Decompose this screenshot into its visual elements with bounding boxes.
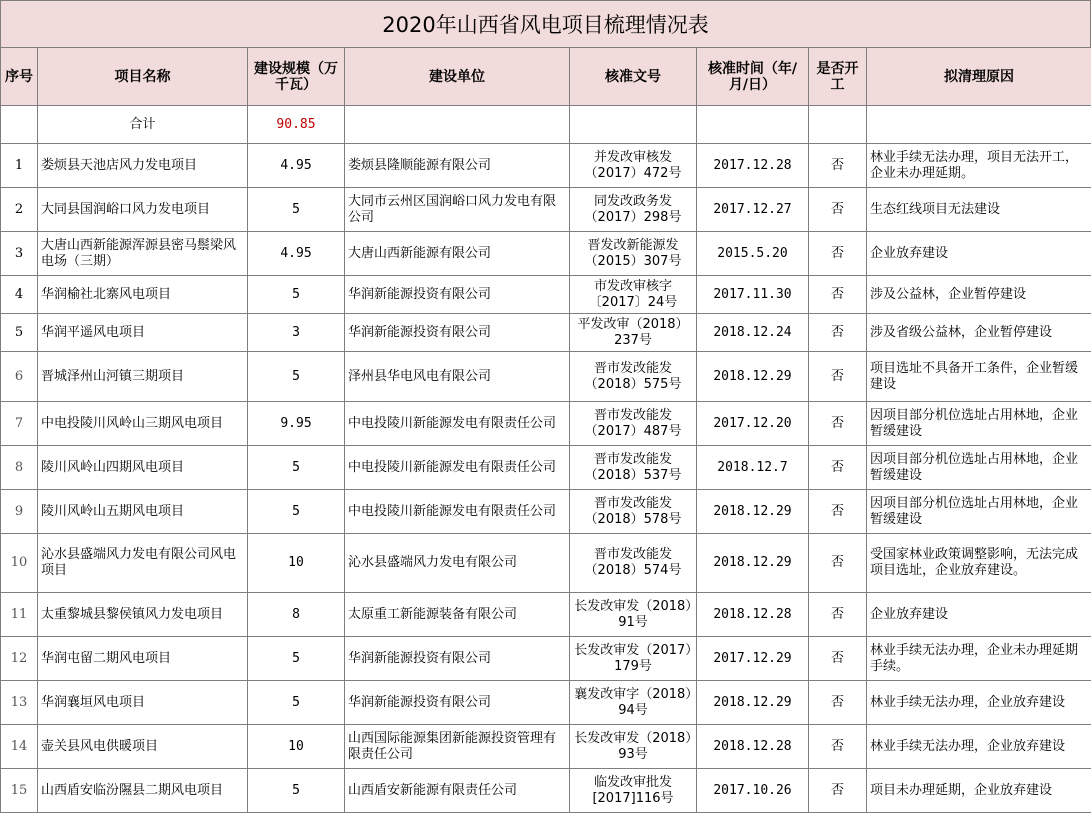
project-name-cell[interactable]: 大同县国润峪口风力发电项目 — [38, 188, 248, 232]
project-name-cell[interactable]: 华润榆社北寨风电项目 — [38, 276, 248, 314]
approval-doc-number-cell[interactable]: 晋发改新能源发（2015）307号 — [570, 232, 697, 276]
clear-reason-cell[interactable]: 涉及公益林，企业暂停建设 — [867, 276, 1091, 314]
construction-unit-cell[interactable]: 山西国际能源集团新能源投资管理有限责任公司 — [345, 725, 570, 769]
approval-doc-number-cell[interactable]: 临发改审批发[2017]116号 — [570, 769, 697, 813]
started-flag-cell[interactable]: 否 — [809, 637, 867, 681]
approval-date-cell[interactable]: 2017.12.20 — [697, 402, 809, 446]
approval-date-cell[interactable]: 2017.12.27 — [697, 188, 809, 232]
row-index-cell[interactable]: 1 — [1, 144, 38, 188]
approval-doc-number-cell[interactable]: 晋市发改能发（2018）537号 — [570, 446, 697, 490]
total-row — [1, 106, 1091, 144]
header-date[interactable]: 核准时间（年/月/日） — [697, 48, 809, 106]
project-name-cell[interactable]: 华润屯留二期风电项目 — [38, 637, 248, 681]
approval-doc-number-cell[interactable]: 长发改审发（2017）179号 — [570, 637, 697, 681]
approval-doc-number-cell[interactable]: 襄发改审字（2018）94号 — [570, 681, 697, 725]
started-flag-cell[interactable]: 否 — [809, 144, 867, 188]
build-scale-cell[interactable]: 5 — [248, 446, 345, 490]
table-row — [1, 314, 1091, 352]
started-flag-cell[interactable]: 否 — [809, 534, 867, 593]
row-index-cell[interactable]: 12 — [1, 637, 38, 681]
build-scale-cell[interactable]: 8 — [248, 593, 345, 637]
project-name-cell[interactable]: 沁水县盛端风力发电有限公司风电项目 — [38, 534, 248, 593]
table-title: 2020年山西省风电项目梳理情况表 — [0, 0, 1091, 48]
started-flag-cell[interactable]: 否 — [809, 490, 867, 534]
table-row — [1, 232, 1091, 276]
build-scale-cell[interactable]: 9.95 — [248, 402, 345, 446]
header-scale[interactable]: 建设规模（万千瓦） — [248, 48, 345, 106]
table-row — [1, 446, 1091, 490]
header-row — [1, 48, 1091, 106]
approval-date-cell[interactable]: 2018.12.28 — [697, 725, 809, 769]
project-name-cell[interactable]: 中电投陵川风岭山三期风电项目 — [38, 402, 248, 446]
table-row — [1, 352, 1091, 402]
clear-reason-cell[interactable]: 林业手续无法办理，企业放弃建设 — [867, 725, 1091, 769]
approval-date-cell[interactable]: 2017.10.26 — [697, 769, 809, 813]
construction-unit-cell[interactable]: 华润新能源投资有限公司 — [345, 314, 570, 352]
clear-reason-cell[interactable]: 企业放弃建设 — [867, 232, 1091, 276]
started-flag-cell[interactable]: 否 — [809, 352, 867, 402]
approval-date-cell[interactable]: 2018.12.28 — [697, 593, 809, 637]
header-index[interactable]: 序号 — [1, 48, 38, 106]
row-index-cell[interactable]: 8 — [1, 446, 38, 490]
construction-unit-cell[interactable]: 娄烦县隆顺能源有限公司 — [345, 144, 570, 188]
clear-reason-cell[interactable]: 因项目部分机位选址占用林地，企业暂缓建设 — [867, 446, 1091, 490]
clear-reason-cell[interactable]: 企业放弃建设 — [867, 593, 1091, 637]
total-index-cell[interactable] — [1, 106, 38, 144]
row-index-cell[interactable]: 9 — [1, 490, 38, 534]
total-empty-cell[interactable] — [570, 106, 697, 144]
total-value[interactable]: 90.85 — [248, 106, 345, 144]
approval-doc-number-cell[interactable]: 并发改审核发（2017）472号 — [570, 144, 697, 188]
row-index-cell[interactable]: 3 — [1, 232, 38, 276]
started-flag-cell[interactable]: 否 — [809, 314, 867, 352]
row-index-cell[interactable]: 5 — [1, 314, 38, 352]
project-name-cell[interactable]: 壶关县风电供暖项目 — [38, 725, 248, 769]
approval-doc-number-cell[interactable]: 晋市发改能发（2018）578号 — [570, 490, 697, 534]
construction-unit-cell[interactable]: 山西盾安新能源有限责任公司 — [345, 769, 570, 813]
construction-unit-cell[interactable]: 泽州县华电风电有限公司 — [345, 352, 570, 402]
approval-date-cell[interactable]: 2018.12.29 — [697, 534, 809, 593]
started-flag-cell[interactable]: 否 — [809, 446, 867, 490]
clear-reason-cell[interactable]: 因项目部分机位选址占用林地，企业暂缓建设 — [867, 402, 1091, 446]
construction-unit-cell[interactable]: 太原重工新能源装备有限公司 — [345, 593, 570, 637]
construction-unit-cell[interactable]: 中电投陵川新能源发电有限责任公司 — [345, 490, 570, 534]
row-index-cell[interactable]: 14 — [1, 725, 38, 769]
build-scale-cell[interactable]: 5 — [248, 352, 345, 402]
project-table — [0, 47, 1091, 813]
table-row — [1, 681, 1091, 725]
row-index-cell[interactable]: 7 — [1, 402, 38, 446]
approval-date-cell[interactable]: 2018.12.29 — [697, 490, 809, 534]
clear-reason-cell[interactable]: 林业手续无法办理，项目无法开工，企业未办理延期。 — [867, 144, 1091, 188]
started-flag-cell[interactable]: 否 — [809, 232, 867, 276]
approval-doc-number-cell[interactable]: 长发改审发（2018）93号 — [570, 725, 697, 769]
row-index-cell[interactable]: 2 — [1, 188, 38, 232]
total-empty-cell[interactable] — [809, 106, 867, 144]
approval-doc-number-cell[interactable]: 晋市发改能发（2018）575号 — [570, 352, 697, 402]
row-index-cell[interactable]: 6 — [1, 352, 38, 402]
build-scale-cell[interactable]: 5 — [248, 276, 345, 314]
table-row — [1, 188, 1091, 232]
build-scale-cell[interactable]: 5 — [248, 490, 345, 534]
build-scale-cell[interactable]: 4.95 — [248, 232, 345, 276]
approval-doc-number-cell[interactable]: 晋市发改能发（2018）574号 — [570, 534, 697, 593]
clear-reason-cell[interactable]: 受国家林业政策调整影响，无法完成项目选址，企业放弃建设。 — [867, 534, 1091, 593]
table-row — [1, 276, 1091, 314]
header-unit[interactable]: 建设单位 — [345, 48, 570, 106]
project-name-cell[interactable]: 华润平遥风电项目 — [38, 314, 248, 352]
started-flag-cell[interactable]: 否 — [809, 188, 867, 232]
row-index-cell[interactable]: 10 — [1, 534, 38, 593]
started-flag-cell[interactable]: 否 — [809, 402, 867, 446]
approval-date-cell[interactable]: 2018.12.24 — [697, 314, 809, 352]
construction-unit-cell[interactable]: 大同市云州区国润峪口风力发电有限公司 — [345, 188, 570, 232]
clear-reason-cell[interactable]: 林业手续无法办理，企业未办理延期手续。 — [867, 637, 1091, 681]
project-name-cell[interactable]: 华润襄垣风电项目 — [38, 681, 248, 725]
project-name-cell[interactable]: 娄烦县天池店风力发电项目 — [38, 144, 248, 188]
table-row — [1, 769, 1091, 813]
table-row — [1, 144, 1091, 188]
build-scale-cell[interactable]: 4.95 — [248, 144, 345, 188]
started-flag-cell[interactable]: 否 — [809, 276, 867, 314]
construction-unit-cell[interactable]: 大唐山西新能源有限公司 — [345, 232, 570, 276]
total-empty-cell[interactable] — [697, 106, 809, 144]
started-flag-cell[interactable]: 否 — [809, 725, 867, 769]
row-index-cell[interactable]: 11 — [1, 593, 38, 637]
table-row — [1, 490, 1091, 534]
header-doc[interactable]: 核准文号 — [570, 48, 697, 106]
clear-reason-cell[interactable]: 生态红线项目无法建设 — [867, 188, 1091, 232]
construction-unit-cell[interactable]: 中电投陵川新能源发电有限责任公司 — [345, 402, 570, 446]
approval-date-cell[interactable]: 2018.12.29 — [697, 681, 809, 725]
build-scale-cell[interactable]: 5 — [248, 769, 345, 813]
table-row — [1, 402, 1091, 446]
started-flag-cell[interactable]: 否 — [809, 769, 867, 813]
approval-doc-number-cell[interactable]: 市发改审核字〔2017〕24号 — [570, 276, 697, 314]
started-flag-cell[interactable]: 否 — [809, 681, 867, 725]
approval-doc-number-cell[interactable]: 同发改政务发（2017）298号 — [570, 188, 697, 232]
build-scale-cell[interactable]: 5 — [248, 681, 345, 725]
build-scale-cell[interactable]: 5 — [248, 637, 345, 681]
project-name-cell[interactable]: 大唐山西新能源浑源县密马鬃梁风电场（三期） — [38, 232, 248, 276]
project-name-cell[interactable]: 山西盾安临汾隰县二期风电项目 — [38, 769, 248, 813]
construction-unit-cell[interactable]: 沁水县盛端风力发电有限公司 — [345, 534, 570, 593]
header-started[interactable]: 是否开工 — [809, 48, 867, 106]
started-flag-cell[interactable]: 否 — [809, 593, 867, 637]
header-reason[interactable]: 拟清理原因 — [867, 48, 1091, 106]
row-index-cell[interactable]: 13 — [1, 681, 38, 725]
table-row — [1, 534, 1091, 593]
approval-doc-number-cell[interactable]: 平发改审（2018）237号 — [570, 314, 697, 352]
build-scale-cell[interactable]: 3 — [248, 314, 345, 352]
clear-reason-cell[interactable]: 涉及省级公益林，企业暂停建设 — [867, 314, 1091, 352]
clear-reason-cell[interactable]: 项目选址不具备开工条件，企业暂缓建设 — [867, 352, 1091, 402]
build-scale-cell[interactable]: 10 — [248, 534, 345, 593]
clear-reason-cell[interactable]: 林业手续无法办理，企业放弃建设 — [867, 681, 1091, 725]
approval-doc-number-cell[interactable]: 晋市发改能发（2017）487号 — [570, 402, 697, 446]
approval-date-cell[interactable]: 2017.11.30 — [697, 276, 809, 314]
project-name-cell[interactable]: 陵川风岭山五期风电项目 — [38, 490, 248, 534]
build-scale-cell[interactable]: 10 — [248, 725, 345, 769]
approval-doc-number-cell[interactable]: 长发改审发（2018）91号 — [570, 593, 697, 637]
total-empty-cell[interactable] — [867, 106, 1091, 144]
construction-unit-cell[interactable]: 华润新能源投资有限公司 — [345, 681, 570, 725]
approval-date-cell[interactable]: 2017.12.28 — [697, 144, 809, 188]
construction-unit-cell[interactable]: 华润新能源投资有限公司 — [345, 276, 570, 314]
table-row — [1, 725, 1091, 769]
construction-unit-cell[interactable]: 中电投陵川新能源发电有限责任公司 — [345, 446, 570, 490]
clear-reason-cell[interactable]: 因项目部分机位选址占用林地，企业暂缓建设 — [867, 490, 1091, 534]
total-label[interactable]: 合计 — [38, 106, 248, 144]
project-name-cell[interactable]: 陵川风岭山四期风电项目 — [38, 446, 248, 490]
row-index-cell[interactable]: 15 — [1, 769, 38, 813]
clear-reason-cell[interactable]: 项目未办理延期，企业放弃建设 — [867, 769, 1091, 813]
row-index-cell[interactable]: 4 — [1, 276, 38, 314]
table-row — [1, 637, 1091, 681]
table-row — [1, 593, 1091, 637]
construction-unit-cell[interactable]: 华润新能源投资有限公司 — [345, 637, 570, 681]
total-empty-cell[interactable] — [345, 106, 570, 144]
approval-date-cell[interactable]: 2017.12.29 — [697, 637, 809, 681]
build-scale-cell[interactable]: 5 — [248, 188, 345, 232]
approval-date-cell[interactable]: 2018.12.29 — [697, 352, 809, 402]
project-name-cell[interactable]: 太重黎城县黎侯镇风力发电项目 — [38, 593, 248, 637]
header-name[interactable]: 项目名称 — [38, 48, 248, 106]
approval-date-cell[interactable]: 2018.12.7 — [697, 446, 809, 490]
approval-date-cell[interactable]: 2015.5.20 — [697, 232, 809, 276]
project-name-cell[interactable]: 晋城泽州山河镇三期项目 — [38, 352, 248, 402]
